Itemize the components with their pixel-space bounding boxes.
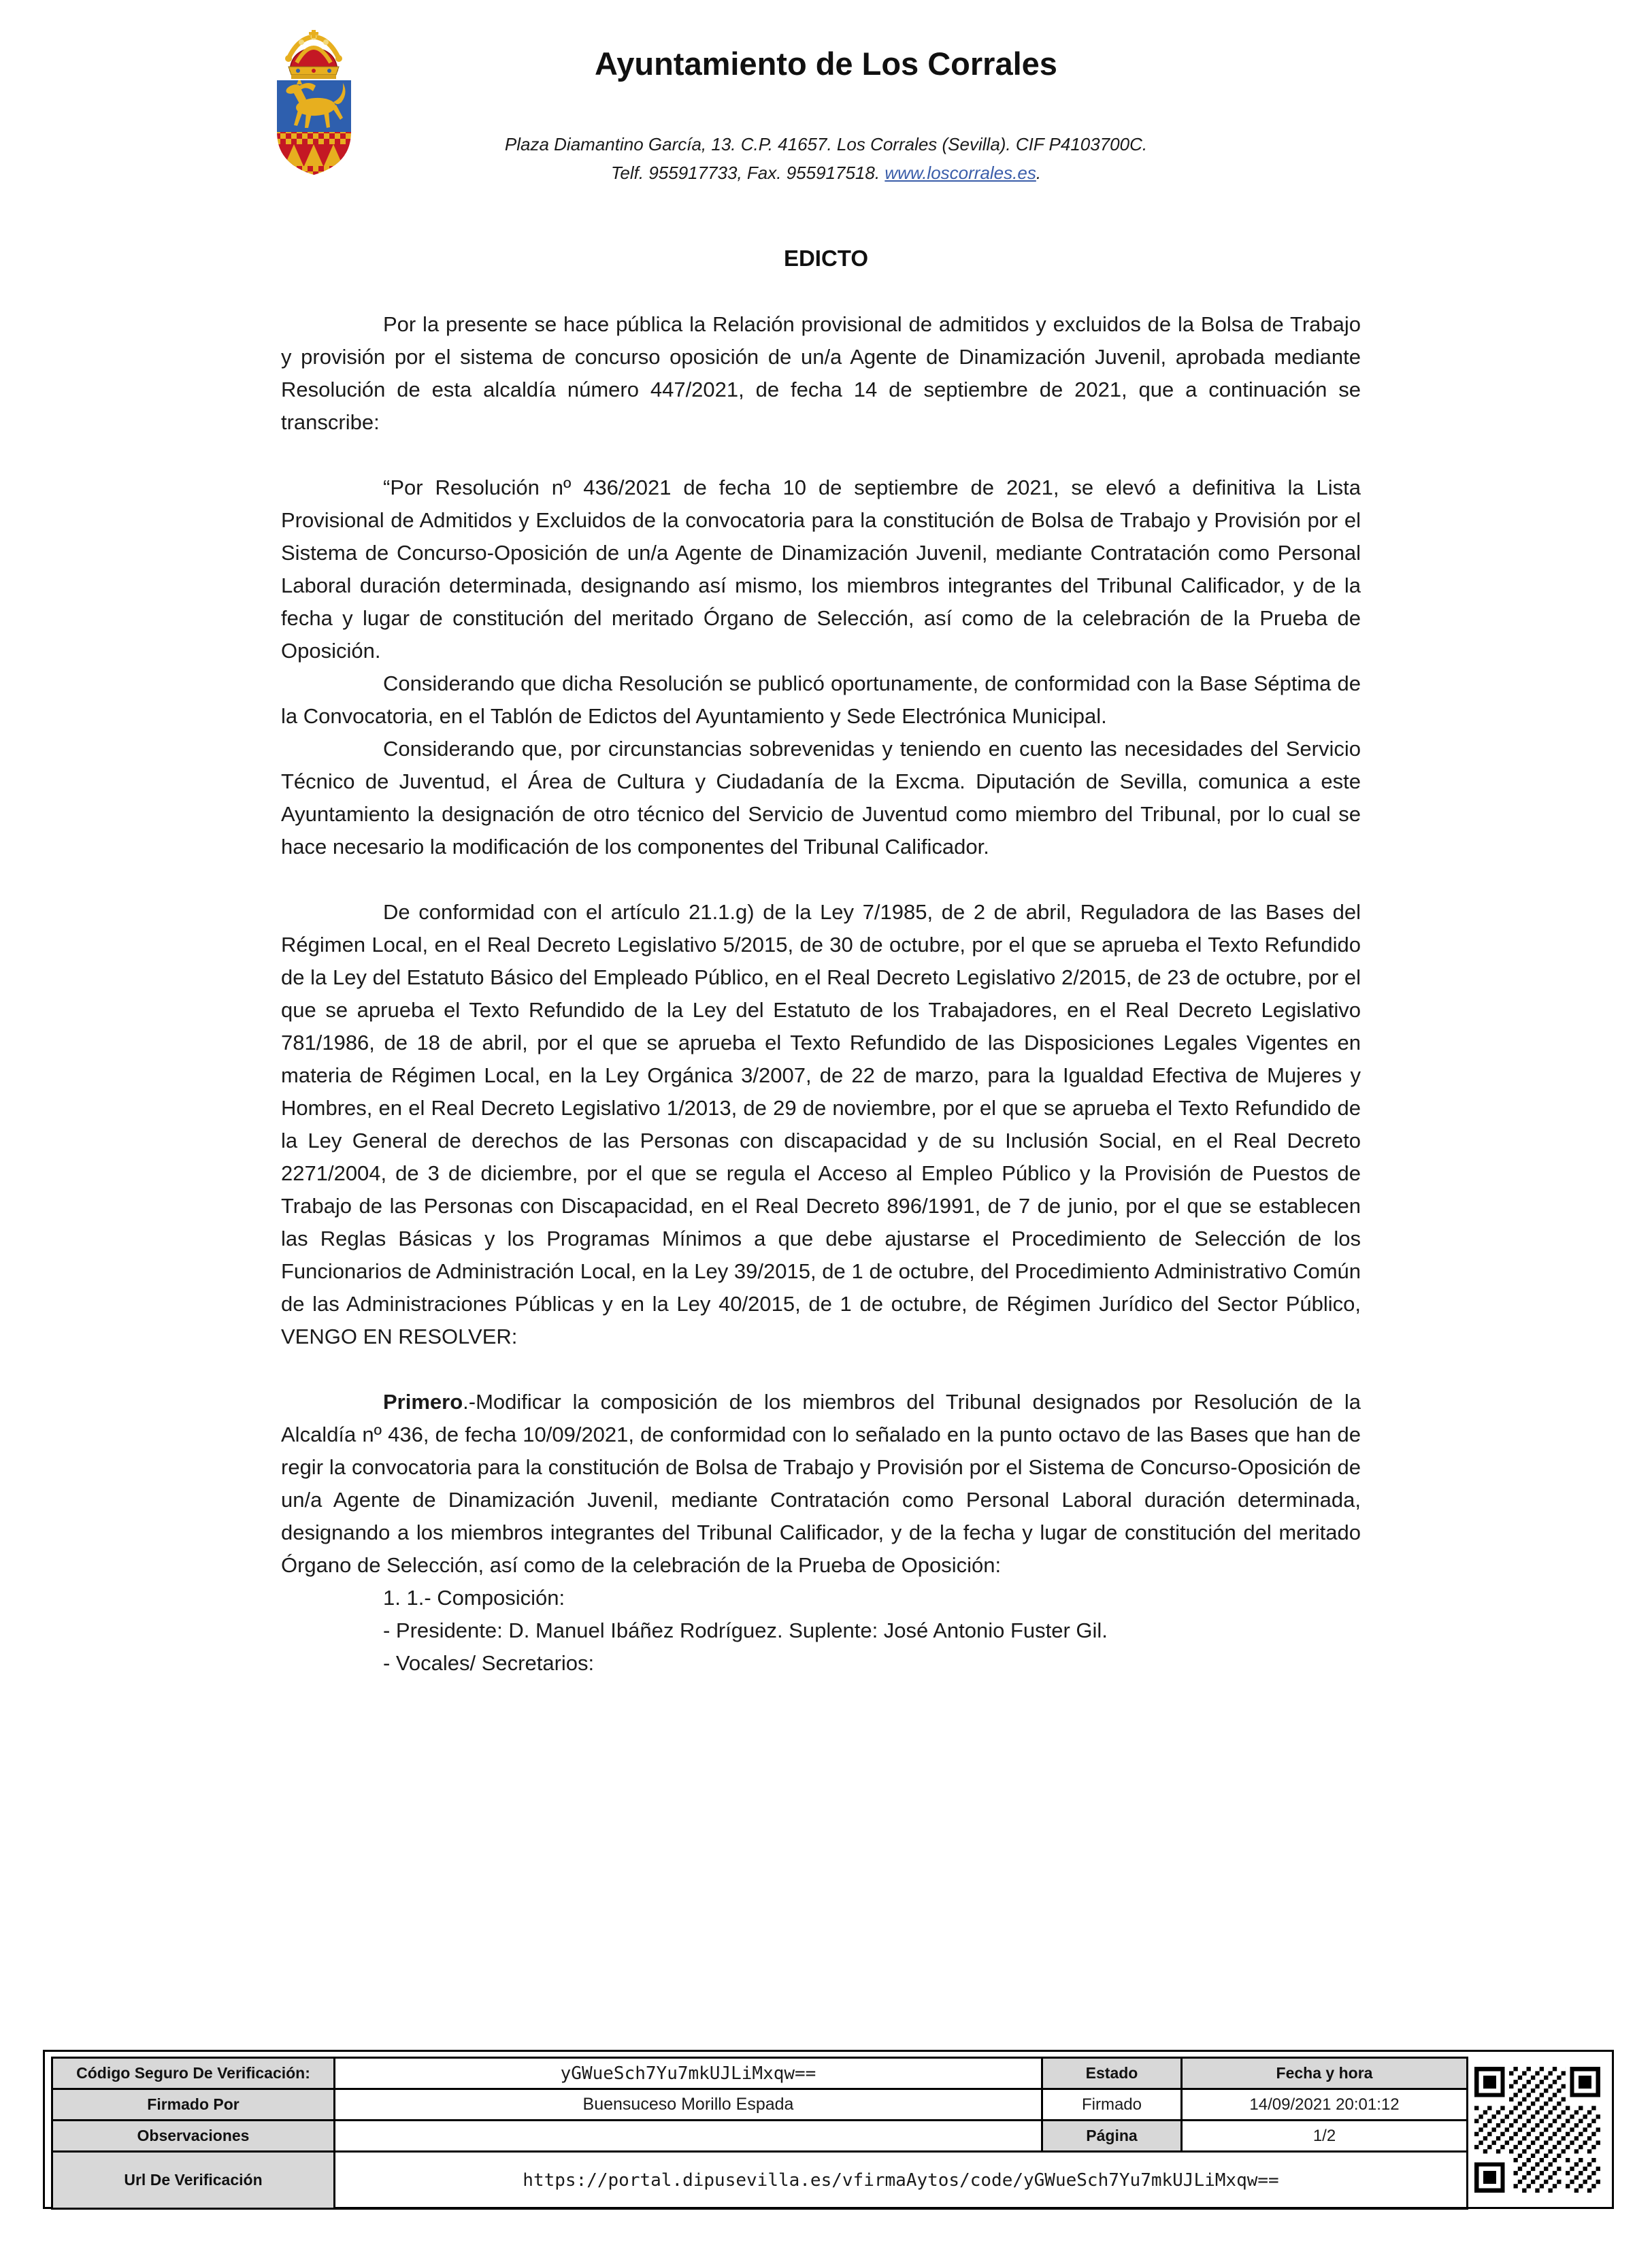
paragraph: “Por Resolución nº 436/2021 de fecha 10 de septiembre de 2021, se elevó a definitiva la Lista Provisional de Admitidos y Excluidos de la convocatoria para la constitución de Bolsa de Trabajo y Provisión por el Sistema de Concurso-Oposición de un/a Agente de Dinamización Juvenil, mediante Contratación como Personal Laboral duración determinada, designando así mismo, los miembros integrantes del Tribunal Calificador, y de la fecha y lugar de constitución del meritado Órgano de Selección, así como de la celebración de la Prueba de Oposición. <box>281 476 1361 663</box>
list-item: 1. 1.- Composición: <box>383 1586 565 1610</box>
pagina-value: 1/2 <box>1182 2121 1468 2152</box>
fecha-value: 14/09/2021 20:01:12 <box>1182 2089 1468 2121</box>
shield <box>277 78 351 178</box>
paragraph: Considerando que dicha Resolución se publicó oportunamente, de conformidad con la Base Séptima de la Convocatoria, en el Tablón de Edictos del Ayuntamiento y Sede Electrónica Municipal. <box>281 671 1361 728</box>
crown <box>285 30 342 79</box>
observaciones-label: Observaciones <box>52 2121 335 2152</box>
list-item: - Vocales/ Secretarios: <box>383 1651 595 1675</box>
address-line2: Telf. 955917733, Fax. 955917518. www.loscorrales.es. <box>610 163 1042 183</box>
csv-value: yGWueSch7Yu7mkUJLiMxqw== <box>335 2058 1042 2089</box>
url-label: Url De Verificación <box>52 2152 335 2209</box>
list-item: - Presidente: D. Manuel Ibáñez Rodríguez. Suplente: José Antonio Fuster Gil. <box>383 1618 1108 1642</box>
fecha-label: Fecha y hora <box>1182 2058 1468 2089</box>
qr-code-icon <box>1468 2057 1606 2202</box>
page-title: Ayuntamiento de Los Corrales <box>595 46 1057 82</box>
signature-footer <box>43 2050 1614 2209</box>
resolution-lead: Primero <box>383 1390 463 1414</box>
csv-label: Código Seguro De Verificación: <box>52 2058 335 2089</box>
url-value: https://portal.dipusevilla.es/vfirmaAytos/code/yGWueSch7Yu7mkUJLiMxqw== <box>335 2152 1468 2209</box>
edicto-heading: EDICTO <box>783 246 869 271</box>
observaciones-value <box>335 2121 1042 2152</box>
paragraph: Por la presente se hace pública la Relación provisional de admitidos y excluidos de la Bolsa de Trabajo y provisión por el sistema de concurso oposición de un/a Agente de Dinamización Juvenil, aprobada mediante Resolución de esta alcaldía número 447/2021, de fecha 14 de septiembre de 2021, que a continuación se transcribe: <box>281 312 1361 434</box>
website-link[interactable]: www.loscorrales.es <box>885 163 1036 183</box>
estado-label: Estado <box>1042 2058 1182 2089</box>
address-block <box>0 130 1652 187</box>
firmado-por-value: Buensuceso Morillo Espada <box>335 2089 1042 2121</box>
paragraph-resolution-first <box>281 1386 1361 1582</box>
coat-of-arms-logo <box>264 30 363 178</box>
estado-value: Firmado <box>1042 2089 1182 2121</box>
pagina-label: Página <box>1042 2121 1182 2152</box>
address-line1: Plaza Diamantino García, 13. C.P. 41657. Los Corrales (Sevilla). CIF P4103700C. <box>504 134 1148 154</box>
verification-table <box>51 2057 1468 2210</box>
resolution-rest: .-Modificar la composición de los miembros del Tribunal designados por Resolución de la Alcaldía nº 436, de fecha 10/09/2021, de conformidad con lo señalado en la punto octavo de las Bases que han de regir la convocatoria para la constitución de Bolsa de Trabajo y Provisión por el Sistema de Concurso-Oposición de un/a Agente de Dinamización Juvenil, mediante Contratación como Personal Laboral duración determinada, designando a los miembros integrantes del Tribunal Calificador, y de la fecha y lugar de constitución del meritado Órgano de Selección, así como de la celebración de la Prueba de Oposición: <box>281 1390 1361 1577</box>
firmado-por-label: Firmado Por <box>52 2089 335 2121</box>
paragraph: De conformidad con el artículo 21.1.g) de la Ley 7/1985, de 2 de abril, Reguladora de las Bases del Régimen Local, en el Real Decreto Legislativo 5/2015, de 30 de octubre, por el que se aprueba el Texto Refundido de la Ley del Estatuto Básico del Empleado Público, en el Real Decreto Legislativo 2/2015, de 23 de octubre, por el que se aprueba el Texto Refundido de la Ley del Estatuto de los Trabajadores, en el Real Decreto Legislativo 781/1986, de 18 de abril, por el que se aprueba el Texto Refundido de las Disposiciones Legales Vigentes en materia de Régimen Local, en la Ley Orgánica 3/2007, de 22 de marzo, para la Igualdad Efectiva de Mujeres y Hombres, en el Real Decreto Legislativo 1/2013, de 29 de noviembre, por el que se aprueba el Texto Refundido de la Ley General de derechos de las Personas con discapacidad y de su Inclusión Social, en el Real Decreto 2271/2004, de 3 de diciembre, por el que se regula el Acceso al Empleo Público y la Provisión de Puestos de Trabajo de las Personas con Discapacidad, en el Real Decreto 896/1991, de 7 de junio, por el que se establecen las Reglas Básicas y los Programas Mínimos a que debe ajustarse el Procedimiento de Selección de los Funcionarios de Administración Local, en la Ley 39/2015, de 1 de octubre, del Procedimiento Administrativo Común de las Administraciones Públicas y en la Ley 40/2015, de 1 de octubre, de Régimen Jurídico del Sector Público, VENGO EN RESOLVER: <box>281 900 1361 1348</box>
paragraph: Considerando que, por circunstancias sobrevenidas y teniendo en cuento las necesidades del Servicio Técnico de Juventud, el Área de Cultura y Ciudadanía de la Excma. Diputación de Sevilla, comunica a este Ayuntamiento la designación de otro técnico del Servicio de Juventud como miembro del Tribunal, por lo cual se hace necesario la modificación de los componentes del Tribunal Calificador. <box>281 737 1361 859</box>
document-body <box>281 308 1361 1680</box>
